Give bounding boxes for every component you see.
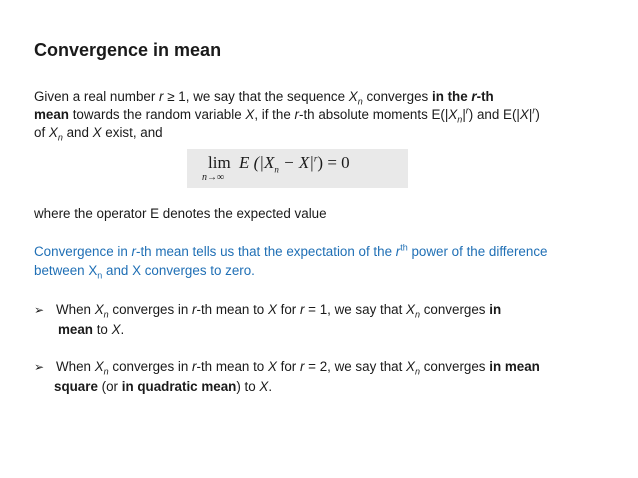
var-x: X	[519, 107, 529, 122]
sub-n: n	[103, 366, 109, 377]
text: converges	[420, 359, 490, 374]
bold-text: mean	[34, 107, 69, 122]
text: Convergence in	[34, 244, 132, 259]
text: converges	[362, 89, 432, 104]
text: -th absolute moments E(|	[299, 107, 449, 122]
var-r: r	[471, 89, 477, 104]
var-r: r	[395, 244, 401, 259]
text: and	[62, 125, 93, 140]
text: to	[92, 322, 112, 337]
sub-n: n	[97, 270, 103, 281]
text: exist, and	[101, 125, 163, 140]
text: power of the difference	[407, 244, 548, 259]
text: for	[276, 302, 300, 317]
var-x: X	[111, 322, 121, 337]
var-r: r	[299, 302, 305, 317]
text: -th mean tells us that the expectation of the	[135, 244, 396, 259]
bullet-line-1	[34, 357, 540, 377]
var-x: X	[448, 107, 458, 122]
sub-n: n	[103, 309, 109, 320]
definition-line-1	[34, 88, 540, 106]
interpretation-paragraph	[34, 242, 547, 280]
text: .	[120, 322, 125, 337]
var-x: X	[267, 302, 277, 317]
text: = 2, we say that	[304, 359, 407, 374]
var-r: r	[192, 302, 197, 317]
text: ≥ 1, we say that the sequence	[163, 89, 349, 104]
text: = 1, we say that	[304, 302, 407, 317]
bold-text: in quadratic mean	[121, 379, 237, 394]
text: for	[276, 359, 300, 374]
bullet-arrow-icon: ➢	[34, 303, 45, 317]
var-r: r	[299, 359, 305, 374]
formula-part: ) = 0	[317, 153, 350, 172]
formula-sup-r: r	[313, 153, 318, 164]
sup-r: r	[465, 105, 469, 116]
bold-text: in	[489, 302, 502, 317]
sub-n: n	[457, 114, 463, 125]
text: ) to	[236, 379, 260, 394]
bullet-line-2	[34, 377, 540, 396]
var-x: X	[48, 125, 58, 140]
text: (or	[97, 379, 122, 394]
var-x: X	[406, 302, 415, 317]
definition-line-2	[34, 106, 540, 124]
var-x: X	[406, 359, 415, 374]
text: converges in	[108, 302, 193, 317]
formula-lim-subscript: n→∞	[202, 172, 225, 183]
var-r: r	[192, 359, 197, 374]
text: |	[462, 107, 466, 122]
var-x: X	[245, 107, 255, 122]
var-x: X	[94, 302, 104, 317]
bold-text: in the	[431, 89, 472, 104]
var-x: X	[267, 359, 277, 374]
sub-n: n	[357, 96, 363, 107]
text: of	[34, 125, 49, 140]
formula-expression	[239, 153, 350, 173]
formula-image	[187, 149, 408, 188]
var-r: r	[294, 107, 299, 122]
var-x: X	[259, 379, 269, 394]
bold-text: in mean	[489, 359, 540, 374]
var-x: X	[348, 89, 358, 104]
var-r: r	[159, 89, 164, 104]
bullet-mean	[34, 300, 501, 339]
text: When	[56, 359, 95, 374]
formula-part: E (|X	[239, 153, 275, 172]
sup-th: th	[400, 242, 408, 253]
definition-line-3	[34, 124, 540, 142]
text: and X converges to zero.	[102, 263, 255, 278]
text: between X	[34, 263, 98, 278]
sub-n: n	[414, 366, 420, 377]
text: , if the	[254, 107, 295, 122]
bold-text: -th	[476, 89, 494, 104]
text: ) and E(|	[468, 107, 520, 122]
bullet-line-2	[34, 320, 501, 339]
bold-text: mean	[58, 322, 93, 337]
text: towards the random variable	[68, 107, 246, 122]
bold-text: square	[54, 379, 98, 394]
interpretation-line-2	[34, 261, 547, 280]
sup-r: r	[532, 105, 536, 116]
text: Given a real number	[34, 89, 160, 104]
text: -th mean to	[196, 302, 268, 317]
text: )	[535, 107, 540, 122]
var-x: X	[92, 125, 102, 140]
var-r: r	[131, 244, 136, 259]
formula-sub-n: n	[274, 164, 279, 175]
text: When	[56, 302, 95, 317]
formula-part: − X|	[278, 153, 314, 172]
bullet-arrow-icon: ➢	[34, 360, 45, 374]
operator-note: where the operator E denotes the expected value	[34, 206, 327, 221]
bullet-mean-square	[34, 357, 540, 396]
text: .	[268, 379, 273, 394]
text: -th mean to	[196, 359, 268, 374]
definition-paragraph	[34, 88, 540, 142]
text: converges	[420, 302, 490, 317]
text: converges in	[108, 359, 193, 374]
formula-lim: lim	[208, 153, 231, 172]
text: |	[528, 107, 533, 122]
bullet-line-1	[34, 300, 501, 320]
slide-title: Convergence in mean	[34, 40, 222, 60]
sub-n: n	[57, 132, 63, 143]
interpretation-line-1	[34, 242, 547, 261]
sub-n: n	[414, 309, 420, 320]
var-x: X	[94, 359, 104, 374]
